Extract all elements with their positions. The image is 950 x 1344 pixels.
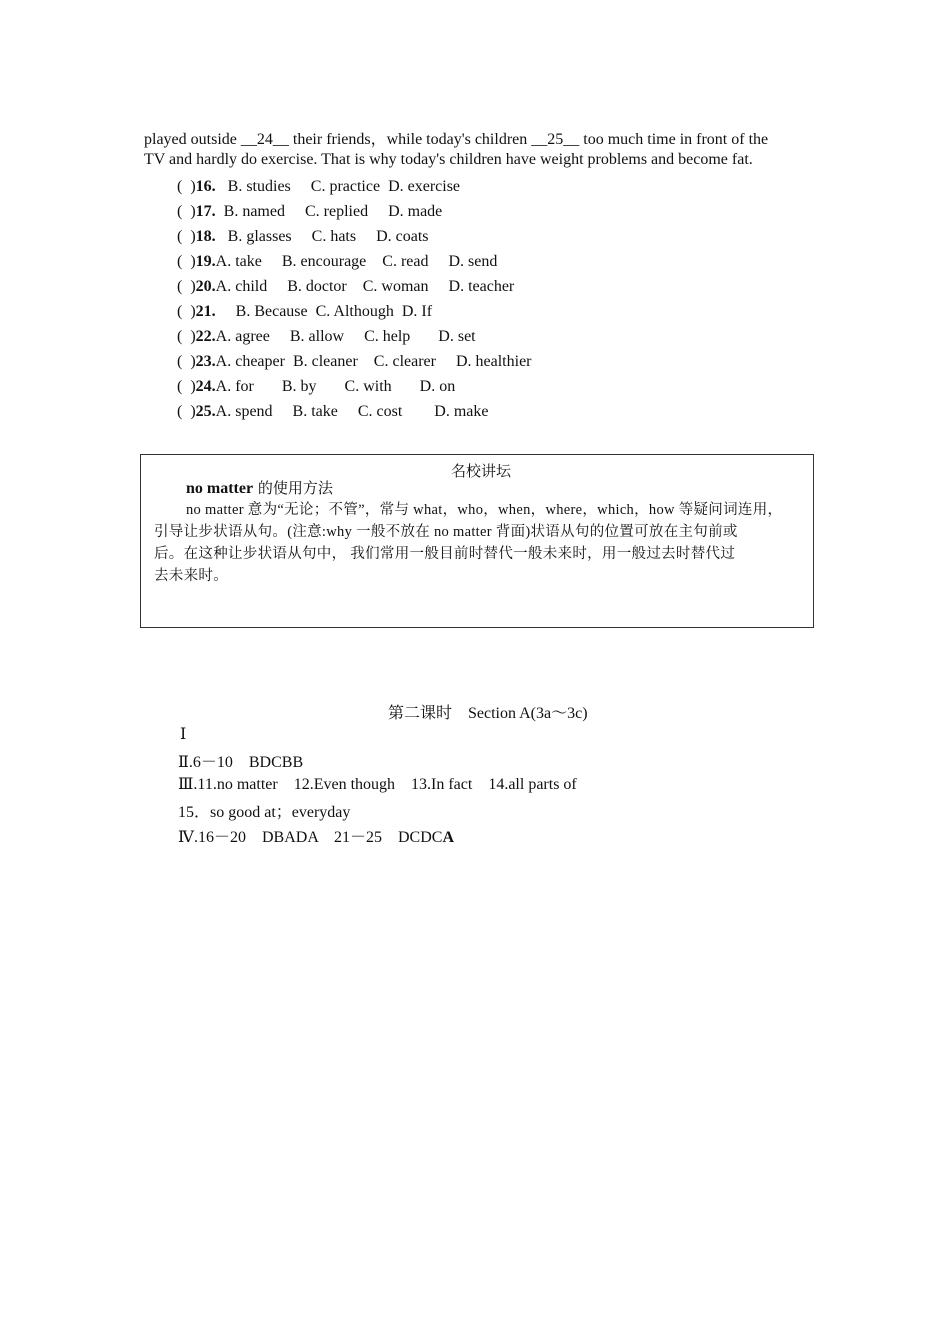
question-options: B. named C. replied D. made	[215, 203, 443, 220]
tip-heading-bold: no matter	[186, 480, 254, 497]
blank-25: __25__	[531, 131, 580, 148]
blank-24: __24__	[240, 131, 289, 148]
answer-bracket: ( )	[177, 303, 196, 320]
tip-body-line: 后。在这种让步状语从句中， 我们常用一般目前时替代一般未来时，用一般过去时替代过	[154, 546, 736, 562]
question-options: B. studies C. practice D. exercise	[215, 178, 461, 195]
question-number: 22.	[195, 328, 216, 345]
passage-line-2: TV and hardly do exercise. That is why today's children have weight problems and become fat.	[144, 151, 753, 168]
question-options: A. for B. by C. with D. on	[215, 378, 456, 395]
question-row	[177, 275, 514, 299]
passage-text: played outside	[144, 131, 241, 148]
question-options: B. Because C. Although D. If	[215, 303, 433, 320]
answer-text: Ⅳ.16－20 DBADA 21－25 DCDC	[178, 829, 443, 846]
question-number: 21.	[195, 303, 216, 320]
question-number: 17.	[195, 203, 216, 220]
question-number: 25.	[195, 403, 216, 420]
question-number: 18.	[195, 228, 216, 245]
tip-body-line: 去未来时。	[154, 568, 228, 584]
question-options: A. spend B. take C. cost D. make	[215, 403, 489, 420]
answer-bracket: ( )	[177, 403, 196, 420]
question-number: 23.	[195, 353, 216, 370]
answer-line: Ⅲ.11.no matter 12.Even though 13.In fact 14.all parts of	[178, 776, 577, 793]
question-row	[177, 300, 432, 324]
tip-box-heading	[186, 477, 333, 498]
answer-line: 15．so good at；everyday	[178, 804, 351, 821]
question-options: A. agree B. allow C. help D. set	[215, 328, 476, 345]
question-row	[177, 325, 476, 349]
answer-bracket: ( )	[177, 253, 196, 270]
answer-bracket: ( )	[177, 178, 196, 195]
tip-body-line: no matter 意为“无论；不管”，常与 what，who，when，where，which，how 等疑问词连用，	[186, 502, 783, 518]
passage-line-1	[144, 126, 768, 149]
question-row	[177, 250, 497, 274]
passage-text: too much time in front of the	[579, 131, 769, 148]
answer-text-bold: A	[442, 829, 455, 846]
answer-bracket: ( )	[177, 203, 196, 220]
answer-bracket: ( )	[177, 353, 196, 370]
question-row	[177, 175, 460, 199]
answer-bracket: ( )	[177, 228, 196, 245]
question-row	[177, 350, 532, 374]
answer-line	[178, 824, 454, 847]
question-options: A. child B. doctor C. woman D. teacher	[215, 278, 515, 295]
question-options: B. glasses C. hats D. coats	[215, 228, 429, 245]
question-row	[177, 400, 489, 424]
passage-text: their friends，while today's children	[288, 131, 532, 148]
answer-line: Ⅱ.6－10 BDCBB	[178, 754, 304, 771]
question-number: 24.	[195, 378, 216, 395]
tip-body-line: 引导让步状语从句。(注意:why 一般不放在 no matter 背面)状语从句的位置可放在主句前或	[154, 524, 738, 540]
question-number: 16.	[195, 178, 216, 195]
tip-box-title: 名校讲坛	[451, 462, 512, 480]
answer-bracket: ( )	[177, 378, 196, 395]
question-row	[177, 200, 442, 224]
question-row	[177, 225, 429, 249]
tip-heading-rest: 的使用方法	[253, 479, 333, 497]
question-options: A. take B. encourage C. read D. send	[215, 253, 498, 270]
section-title: 第二课时 Section A(3a～3c)	[388, 705, 588, 722]
answer-bracket: ( )	[177, 278, 196, 295]
answer-bracket: ( )	[177, 328, 196, 345]
question-number: 20.	[195, 278, 216, 295]
question-number: 19.	[195, 253, 216, 270]
question-row	[177, 375, 455, 399]
answer-line: Ⅰ	[180, 726, 187, 743]
question-options: A. cheaper B. cleaner C. clearer D. healthier	[215, 353, 532, 370]
